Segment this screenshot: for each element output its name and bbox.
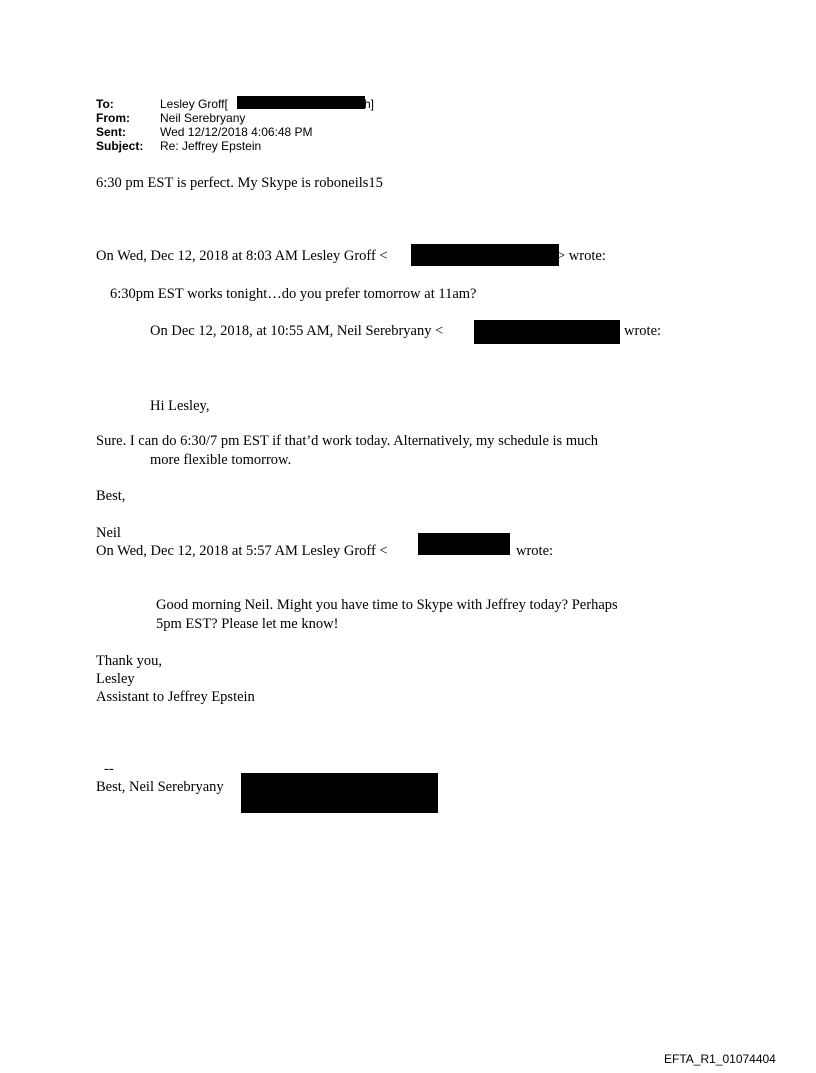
to-close: h] [364,97,375,111]
greeting: Hi Lesley, [150,398,210,414]
redaction-quote3-email [418,533,510,555]
signoff: Best, [96,488,126,504]
quote3-header: On Wed, Dec 12, 2018 at 5:57 AM Lesley Groff < [96,543,388,559]
signature-line: Best, Neil Serebryany [96,779,224,795]
quote2-wrote: wrote: [624,323,662,339]
reply-text: 6:30 pm EST is perfect. My Skype is roboneils15 [96,175,383,191]
document-id: EFTA_R1_01074404 [664,1052,776,1066]
redaction-to [237,96,365,109]
to-label: To: [96,97,114,111]
signature-dash: -- [104,761,114,777]
body-line-2: more flexible tomorrow. [150,452,292,468]
to-value: Lesley Groff[ [160,97,228,111]
redaction-signature [241,773,438,813]
body-line-1: Sure. I can do 6:30/7 pm EST if that’d work today. Alternatively, my schedule is much [96,433,599,449]
sent-label: Sent: [96,125,126,139]
quote3-line-1: Good morning Neil. Might you have time to Skype with Jeffrey today? Perhaps [156,597,618,613]
sent-value: Wed 12/12/2018 4:06:48 PM [160,125,313,139]
thanks: Thank you, [96,653,163,669]
from-value: Neil Serebryany [160,111,246,125]
redaction-quote2-email [474,320,620,344]
quote3-line-2: 5pm EST? Please let me know! [156,616,339,632]
from-label: From: [96,111,130,125]
quote1-header: On Wed, Dec 12, 2018 at 8:03 AM Lesley Groff < [96,248,388,264]
signature-name: Neil [96,525,121,541]
quote3-wrote: wrote: [516,543,554,559]
thanks-name: Lesley [96,671,135,687]
quote2-header: On Dec 12, 2018, at 10:55 AM, Neil Serebryany < [150,323,444,339]
thanks-title: Assistant to Jeffrey Epstein [96,689,255,705]
subject-value: Re: Jeffrey Epstein [160,139,262,153]
quote1-text: 6:30pm EST works tonight…do you prefer tomorrow at 11am? [110,286,477,302]
quote1-wrote: > wrote: [557,248,606,264]
subject-label: Subject: [96,139,144,153]
redaction-quote1-email [411,244,559,266]
